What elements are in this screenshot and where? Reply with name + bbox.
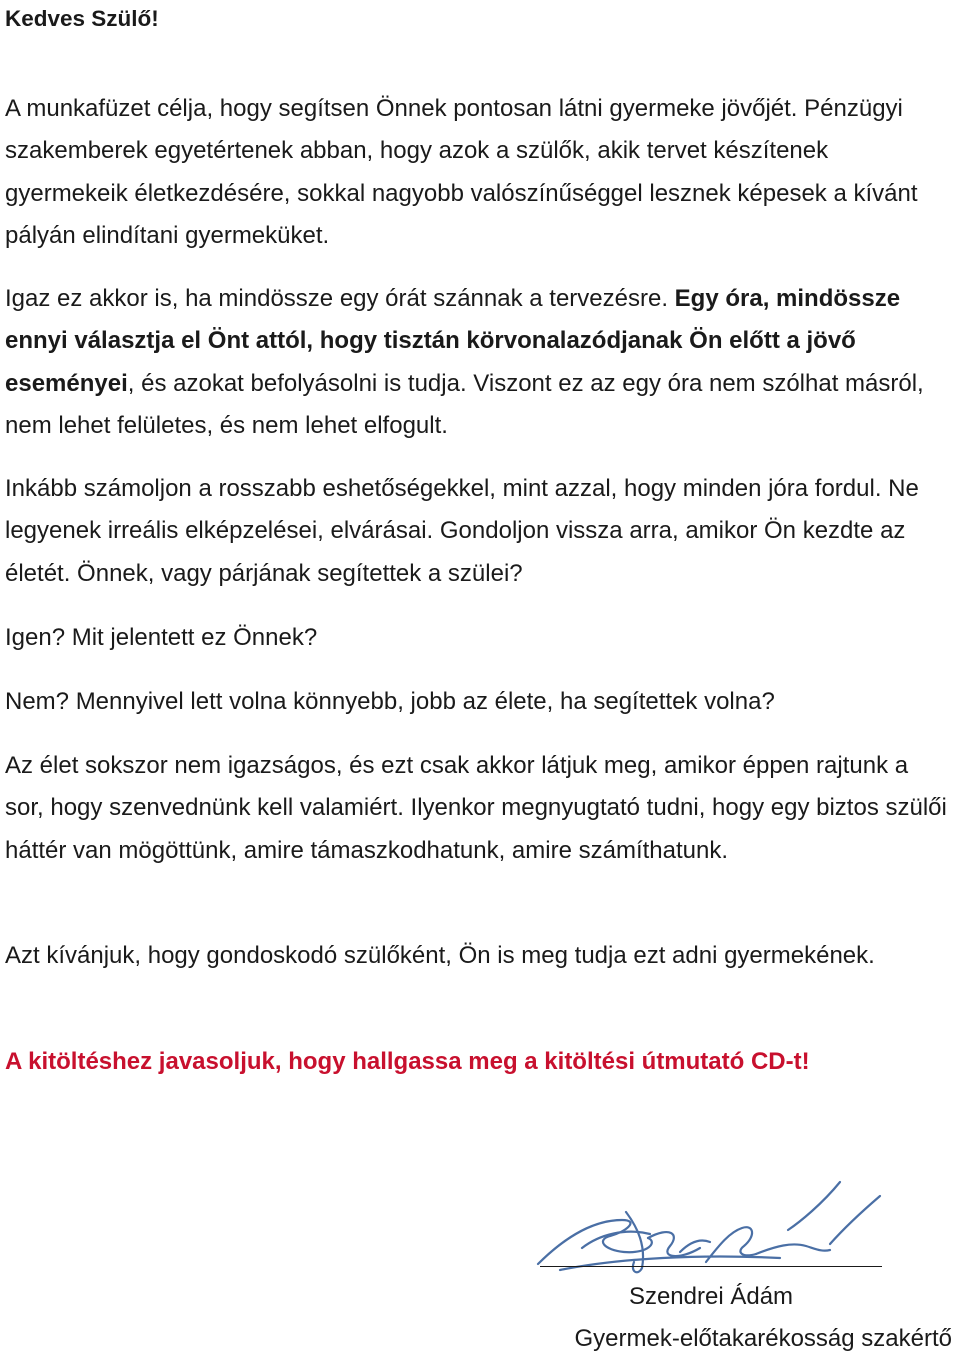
paragraph-yes: Igen? Mit jelentett ez Önnek?	[5, 624, 318, 651]
signer-title: Gyermek-előtakarékosság szakértő	[574, 1325, 952, 1352]
signature-line	[540, 1266, 882, 1267]
handwritten-signature	[530, 1172, 890, 1282]
paragraph-one-hour	[5, 278, 951, 448]
cd-notice: A kitöltéshez javasoljuk, hogy hallgassa meg a kitöltési útmutató CD-t!	[5, 1048, 810, 1075]
paragraph-one-hour-emphasis: Egy óra, mindössze ennyi választja el Önt attól, hogy tisztán körvonalazódjanak Ön előtt a jövő eseményei	[5, 285, 901, 397]
greeting-heading: Kedves Szülő!	[5, 6, 159, 31]
paragraph-one-hour-intro: Igaz ez akkor is, ha mindössze egy órát szánnak a tervezésre.	[5, 285, 668, 312]
paragraph-wish: Azt kívánjuk, hogy gondoskodó szülőként, Ön is meg tudja ezt adni gyermekének.	[5, 942, 875, 969]
notice-paragraph	[5, 1041, 951, 1083]
paragraph-life: Az élet sokszor nem igazságos, és ezt csak akkor látjuk meg, amikor éppen rajtunk a sor, hogy szenvednünk kell valamiért. Ilyenkor megnyugtató tudni, hogy egy biztos szülői háttér van mögöttünk, amire támaszkodhatunk, amire számíthatunk.	[5, 752, 947, 864]
signer-name: Szendrei Ádám	[628, 1283, 794, 1310]
paragraph-one-hour-rest: , és azokat befolyásolni is tudja. Viszont ez az egy óra nem szólhat másról, nem lehet felületes, és nem lehet elfogult.	[5, 369, 924, 440]
paragraph-expectations: Inkább számoljon a rosszabb eshetőségekkel, mint azzal, hogy minden jóra fordul. Ne legyenek irreális elképzelései, elvárásai. Gondoljon vissza arra, amikor Ön kezdte az életét. Önnek, vagy párjának segítettek a szülei?	[5, 475, 919, 587]
paragraph-purpose: A munkafüzet célja, hogy segítsen Önnek pontosan látni gyermeke jövőjét. Pénzügyi szakemberek egyetértenek abban, hogy azok a szülők, akik tervet készítenek gyermekeik életkezdésére, sokkal nagyobb valószínűséggel lesznek képesek a kívánt pályán elindítani gyermeküket.	[5, 95, 918, 250]
paragraph-no: Nem? Mennyivel lett volna könnyebb, jobb az élete, ha segítettek volna?	[5, 688, 775, 715]
